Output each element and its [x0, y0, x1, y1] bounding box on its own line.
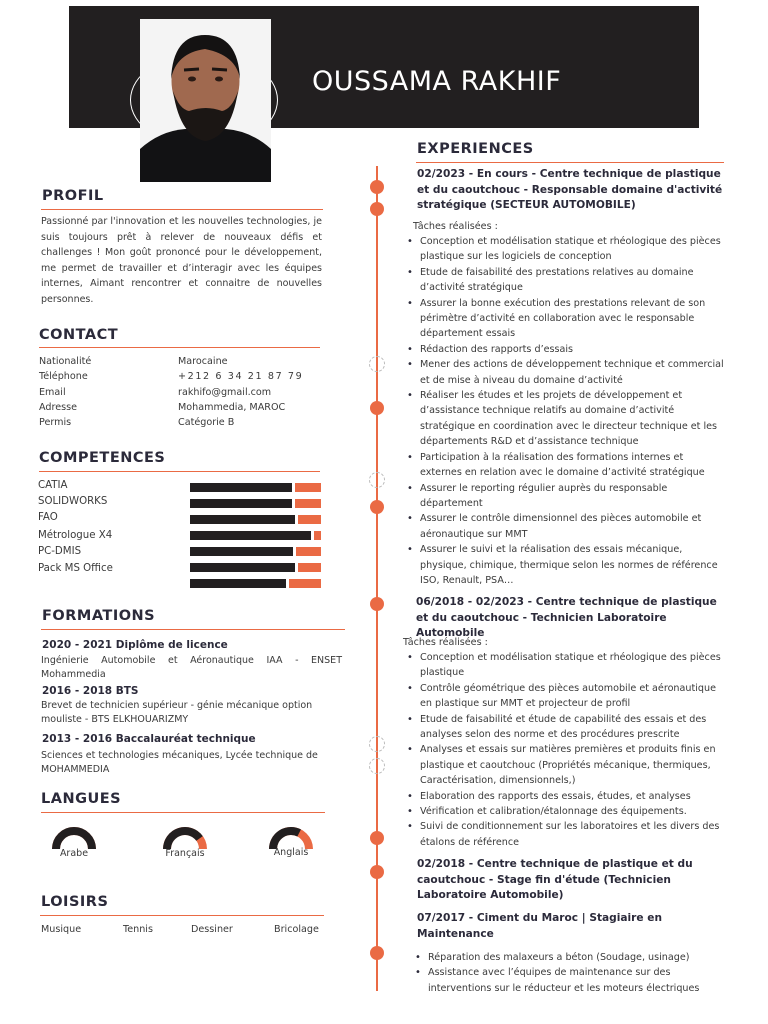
task-bullet: • Conception et modélisation statique et rhéologique des pièces plastique [404, 650, 730, 681]
skill-bar-remainder [298, 515, 321, 524]
experiences-title: EXPERIENCES [417, 141, 534, 157]
contact-value-nationalite: Marocaine [178, 356, 228, 367]
language-label: Français [165, 848, 205, 859]
profil-text: Passionné par l'innovation et les nouvelles technologies, je suis toujours prêt à relever de nouveaux défis et challenges ! Mon goût prononcé pour le développement, me permet de travailler et d’interagir avec les équipes internes, Aimant rencontrer et connaitre de nouvelles personnes. [41, 216, 322, 305]
timeline-dot [370, 597, 384, 611]
job-bullets-4 [412, 950, 724, 996]
formations-title: FORMATIONS [42, 608, 156, 624]
timeline-dot [370, 202, 384, 216]
gauge-level [56, 831, 92, 849]
task-bullet: • Assurer la bonne exécution des prestations relevant de son périmètre d’activité en collaboration avec le responsable département essais [404, 296, 728, 342]
hobby-tennis: Tennis [123, 924, 153, 935]
job-heading-2: 06/2018 - 02/2023 - Centre technique de plastique et du caoutchouc - Technicien Laboratoire Automobile [416, 596, 717, 639]
tasks-label-1: Tâches réalisées : [413, 221, 498, 232]
loisirs-divider [40, 915, 324, 916]
skill-bar-remainder [314, 531, 321, 540]
task-bullet: • Réaliser les études et les projets de développement et d’assistance technique relatifs au domaine d’activité stratégique en coordination avec le directeur technique et les départements R&D et d’assistance technique [404, 388, 728, 450]
skill-label: CATIA [38, 480, 68, 491]
job-heading-4: 07/2017 - Ciment du Maroc | Stagiaire en Maintenance [417, 912, 662, 940]
hobby-musique: Musique [41, 924, 82, 935]
profil-divider [41, 209, 323, 210]
contact-label-permis: Permis [39, 417, 72, 428]
timeline-dot [370, 946, 384, 960]
contact-divider [39, 347, 320, 348]
skill-label: Métrologue X4 [38, 530, 113, 541]
experiences-divider [416, 162, 724, 163]
task-bullet: • Etude de faisabilité et étude de capabilité des essais et des analyses selon des norme et des procédures prescrite [404, 712, 730, 743]
formation-title-1: 2020 - 2021 Diplôme de licence [42, 639, 228, 651]
task-bullet: • Assurer le contrôle dimensionnel des pièces automobile et aéronautique sur MMT [404, 511, 728, 542]
task-bullet: • Elaboration des rapports des essais, études, et analyses [404, 789, 730, 804]
contact-value-permis: Catégorie B [178, 417, 235, 428]
task-bullet: • Assurer le reporting régulier auprès du responsable département [404, 481, 728, 512]
formation-title-3: 2013 - 2016 Baccalauréat technique [42, 733, 256, 745]
langues-title: LANGUES [41, 791, 122, 807]
formation-sub-3: Sciences et technologies mécaniques, Lycée technique de MOHAMMEDIA [41, 750, 318, 775]
contact-label-email: Email [39, 387, 66, 398]
skill-bar-level [190, 515, 295, 524]
timeline-dot [370, 831, 384, 845]
task-bullet: • Participation à la réalisation des formations internes et externes en relation avec le domaine d’activité stratégique [404, 450, 728, 481]
contact-label-nationalite: Nationalité [39, 356, 92, 367]
timeline-dot [370, 865, 384, 879]
contact-value-adresse: Mohammedia, MAROC [178, 402, 286, 413]
skill-bar-remainder [289, 579, 321, 588]
skill-bar-level [190, 483, 292, 492]
skill-bar-remainder [295, 483, 321, 492]
candidate-name: OUSSAMA RAKHIF [312, 66, 562, 97]
skill-bar-level [190, 547, 293, 556]
competences-divider [39, 471, 320, 472]
contact-label-adresse: Adresse [39, 402, 78, 413]
hobby-dessiner: Dessiner [191, 924, 233, 935]
skill-bar-remainder [295, 499, 321, 508]
contact-value-telephone: +212 6 34 21 87 79 [178, 371, 304, 382]
language-label: Arabe [59, 848, 89, 859]
task-bullet: • Analyses et essais sur matières premières et produits finis en plastique et caoutchouc (Propriétés mécanique, thermiques, Caractérisation, dimensionnels,) [404, 742, 730, 788]
skill-bar-level [190, 499, 292, 508]
language-label: Anglais [273, 847, 309, 858]
skill-label: FAO [38, 512, 58, 523]
task-bullet: • Etude de faisabilité des prestations relatives au domaine d’activité stratégique [404, 265, 728, 296]
formation-sub-2: Brevet de technicien supérieur - génie mécanique option mouliste - BTS ELKHOUARIZMY [41, 700, 313, 725]
skill-bar-remainder [296, 547, 321, 556]
task-bullet: • Mener des actions de développement technique et commercial et de mise à niveau du domaine d’activité [404, 357, 728, 388]
task-bullet: • Contrôle géométrique des pièces automobile et aéronautique en plastique sur MMT et projecteur de profil [404, 681, 730, 712]
skill-bar-remainder [298, 563, 321, 572]
formations-divider [41, 629, 345, 630]
skill-bar-level [190, 531, 311, 540]
timeline-dot-empty [369, 356, 385, 372]
job-heading-1: 02/2023 - En cours - Centre technique de plastique et du caoutchouc - Responsable domaine d'activité stratégique (SECTEUR AUTOMOBILE) [417, 168, 723, 211]
timeline-dot-empty [369, 758, 385, 774]
timeline-dot-empty [369, 736, 385, 752]
hobby-bricolage: Bricolage [274, 924, 319, 935]
timeline-dot [370, 180, 384, 194]
contact-value-email[interactable]: rakhifo@gmail.com [178, 387, 272, 398]
profile-photo [140, 19, 271, 182]
gauge-level [167, 831, 200, 849]
timeline-dot-empty [369, 472, 385, 488]
skill-bar-level [190, 579, 286, 588]
task-bullet: • Assurer le suivi et la réalisation des essais mécanique, physique, chimique, thermique selon les normes de référence ISO, Renault, PSA… [404, 542, 728, 588]
competences-title: COMPETENCES [39, 450, 166, 466]
task-bullet: • Assistance avec l’équipes de maintenance sur des interventions sur le réducteur et les moteurs électriques [412, 965, 724, 996]
task-bullet: • Réparation des malaxeurs a béton (Soudage, usinage) [412, 950, 724, 965]
contact-title: CONTACT [39, 327, 119, 343]
formation-sub-1: Ingénierie Automobile et Aéronautique IAA - ENSET Mohammedia [41, 655, 342, 680]
skill-label: Pack MS Office [38, 563, 113, 574]
skill-label: PC-DMIS [38, 546, 82, 557]
job-bullets-2 [404, 650, 730, 850]
profil-title: PROFIL [42, 188, 104, 204]
contact-label-telephone: Téléphone [39, 371, 88, 382]
task-bullet: • Rédaction des rapports d’essais [404, 342, 728, 357]
langues-divider [41, 812, 325, 813]
skill-label: SOLIDWORKS [38, 496, 108, 507]
tasks-label-2: Tâches réalisées : [403, 637, 488, 648]
loisirs-title: LOISIRS [41, 894, 109, 910]
task-bullet: • Suivi de conditionnement sur les laboratoires et les divers des étalons de référence [404, 819, 730, 850]
job-bullets-1 [404, 234, 728, 588]
job-heading-3: 02/2018 - Centre technique de plastique et du caoutchouc - Stage fin d'étude (Technicien Laboratoire Automobile) [417, 858, 693, 901]
formation-title-2: 2016 - 2018 BTS [42, 685, 139, 697]
timeline-dot [370, 401, 384, 415]
timeline-dot [370, 500, 384, 514]
task-bullet: • Vérification et calibration/étalonnage des équipements. [404, 804, 730, 819]
task-bullet: • Conception et modélisation statique et rhéologique des pièces plastique sur les logiciels de conception [404, 234, 728, 265]
skill-bar-level [190, 563, 295, 572]
